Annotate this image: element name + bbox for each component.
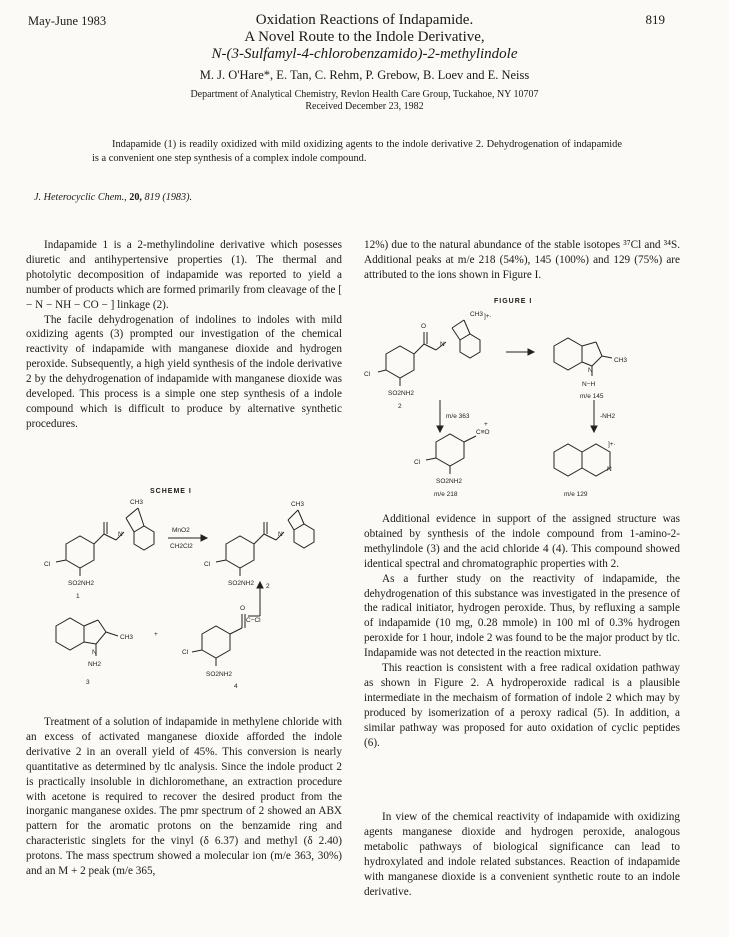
compound-label-1: 1 <box>76 593 80 600</box>
radical-cation-label: ]+· <box>608 441 616 448</box>
ch3-label: CH3 <box>120 634 134 641</box>
compound-label-2: 2 <box>398 403 402 410</box>
ch3-label: CH3 <box>614 357 628 364</box>
nh2-loss-label: -NH2 <box>600 413 616 420</box>
right-column-conclusion <box>364 810 680 899</box>
n-label: N <box>118 531 123 538</box>
o-label: O <box>240 605 246 612</box>
so2nh2-label: SO2NH2 <box>436 478 463 485</box>
benzene-ring <box>66 536 94 568</box>
compound-label-4: 4 <box>234 683 238 690</box>
cl-label: Cl <box>44 561 51 568</box>
n-label: N <box>278 531 283 538</box>
acylium-label: C≡O <box>476 429 490 436</box>
cl-label: Cl <box>204 561 211 568</box>
paragraph: As a further study on the reactivity of indapamide, the dehydrogenation of this substance was investigated in the presence of the radical initiator, hydrogen peroxide. Thus, by refluxing a sample of indapamide (10 mg, 0.28 mmole) in 100 ml of 0.3% hydrogen peroxide for 1 hour, indole 2 was found to be the major product by tlc. Indapamide was not detected in the reaction mixture. <box>364 572 680 660</box>
paragraph: Treatment of a solution of indapamide in methylene chloride with an excess of activated manganese dioxide afforded the indole derivative 2 in an overall yield of 45%. This conversion is nearly quantitative as determined by tlc analysis. Since the indole product 2 is practically insoluble in dichloromethane, an extraction procedure with acetone is required to recover the desired product from the inorganic manganese oxides. The pmr spectrum of 2 showed an ABX pattern for the aromatic protons on the benzamide ring and characteristic singlets for the vinyl (δ 6.37) and methyl (δ 2.40) protons. The mass spectrum showed a molecular ion (m/e 363, 30%) and an M + 2 peak (m/e 365, <box>26 716 342 878</box>
paragraph: 12%) due to the natural abundance of the stable isotopes ³⁷Cl and ³⁴S. Additional peaks at m/e 218 (54%), 145 (100%) and 129 (75%) are attributed to the ions shown in Figure I. <box>364 239 680 281</box>
paragraph: This reaction is consistent with a free radical oxidation pathway as shown in Figure 2. A hydroperoxide radical is a plausible intermediate in the mechaism of formation of indole 2 which may by produced by isomerization of a peroxy radical (5). In addition, a similar pathway was proposed for auto oxidation of cyclic peptides (6). <box>364 662 680 749</box>
left-column-intro <box>26 238 342 432</box>
reagent-mno2: MnO2 <box>172 527 190 534</box>
coci-label: C−Cl <box>246 617 261 624</box>
plus-charge: + <box>484 421 488 428</box>
ch3-label: CH3 <box>470 311 484 318</box>
n-label: N <box>92 649 97 656</box>
ch3-label: CH3 <box>130 499 144 506</box>
compound-label-3: 3 <box>86 679 90 686</box>
mass-label-129: m/e 129 <box>564 491 588 498</box>
n-label: N <box>588 367 593 374</box>
n-label: N <box>440 341 445 348</box>
scheme-label: SCHEME I <box>150 488 192 495</box>
radical-cation-label: ]+· <box>484 313 492 320</box>
paragraph: In view of the chemical reactivity of indapamide with oxidizing agents manganese dioxide and hydrogen peroxide, analogous metabolic pathways of biological significance can lead to hydroxylated and indole related substances. Reaction of indapamide with manganese dioxide is a convenient synthetic route to an indole derivative. <box>364 811 680 898</box>
mass-label-218: m/e 218 <box>434 491 458 498</box>
article-title-line-3: N-(3-Sulfamyl-4-chlorobenzamido)-2-methylindole <box>211 46 518 62</box>
right-column-discussion <box>364 512 680 751</box>
citation-volume: 20, <box>129 192 142 203</box>
paragraph: Additional evidence in support of the assigned structure was obtained by synthesis of the indole compound from 1-amino-2-methylindole (3) and the acid chloride 4 (4). This compound showed identical spectral and chromatographic properties with 2. <box>364 513 680 570</box>
affiliation <box>0 89 729 113</box>
compound-label-2: 2 <box>266 583 270 590</box>
running-header-date: May-June 1983 <box>28 14 107 28</box>
mass-label-363: m/e 363 <box>446 413 470 420</box>
mass-label-145: m/e 145 <box>580 393 604 400</box>
reagent-ch2cl2: CH2Cl2 <box>170 543 193 550</box>
paragraph: Indapamide 1 is a 2-methylindoline derivative which posesses diuretic and antihypertensive properties (1). The thermal and photolytic decomposition of indapamide was reported to yield a number of products which are formed primarily from cleavage of the [ − N − NH − CO − ] linkage (2). <box>26 239 342 311</box>
article-title-line-2: A Novel Route to the Indole Derivative, <box>244 29 485 45</box>
page-number: 819 <box>645 12 665 27</box>
nh2-label: NH2 <box>88 661 102 668</box>
right-column-continuation <box>364 238 680 283</box>
article-title-line-1: Oxidation Reactions of Indapamide. <box>255 12 474 28</box>
received-date: Received December 23, 1982 <box>305 101 424 112</box>
plus-sign: + <box>154 631 158 638</box>
cl-label: Cl <box>414 459 421 466</box>
so2nh2-label: SO2NH2 <box>388 390 415 397</box>
left-column-results <box>26 715 342 879</box>
scheme-1-diagram <box>26 496 342 708</box>
so2nh2-label: SO2NH2 <box>206 671 233 678</box>
cl-label: Cl <box>182 649 189 656</box>
figure-label: FIGURE I <box>494 298 533 305</box>
nh-label: N−H <box>582 381 596 388</box>
figure-1-diagram <box>364 306 680 506</box>
ch3-label: CH3 <box>291 501 305 508</box>
o-label: O <box>421 323 427 330</box>
affiliation-department: Department of Analytical Chemistry, Revlon Health Care Group, Tuckahoe, NY 10707 <box>190 89 539 100</box>
abstract: Indapamide (1) is readily oxidized with mild oxidizing agents to the indole derivative 2. Dehydrogenation of indapamide is a convenient one step synthesis of a complex indole compound. <box>92 139 622 164</box>
citation-pages: 819 (1983). <box>144 192 193 203</box>
paragraph: The facile dehydrogenation of indolines to indoles with mild oxidizing agents (3) prompted our investigation of the chemical reactivity of indapamide with manganese dioxide and hydrogen peroxide. Subsequently, a high yield synthesis of the indole derivative 2 by the dehydrogenation of indapamide with manganese dioxide was developed. This process is a simple one step synthesis of a indole compound which is difficult to produce by alternative synthetic procedures. <box>26 313 342 430</box>
n-label: N <box>607 466 612 473</box>
authors: M. J. O'Hare*, E. Tan, C. Rehm, P. Grebow, B. Loev and E. Neiss <box>199 68 530 82</box>
journal-citation <box>34 192 192 203</box>
so2nh2-label: SO2NH2 <box>228 580 255 587</box>
cl-label: Cl <box>364 371 371 378</box>
citation-journal: J. Heterocyclic Chem., <box>34 192 127 203</box>
so2nh2-label: SO2NH2 <box>68 580 95 587</box>
